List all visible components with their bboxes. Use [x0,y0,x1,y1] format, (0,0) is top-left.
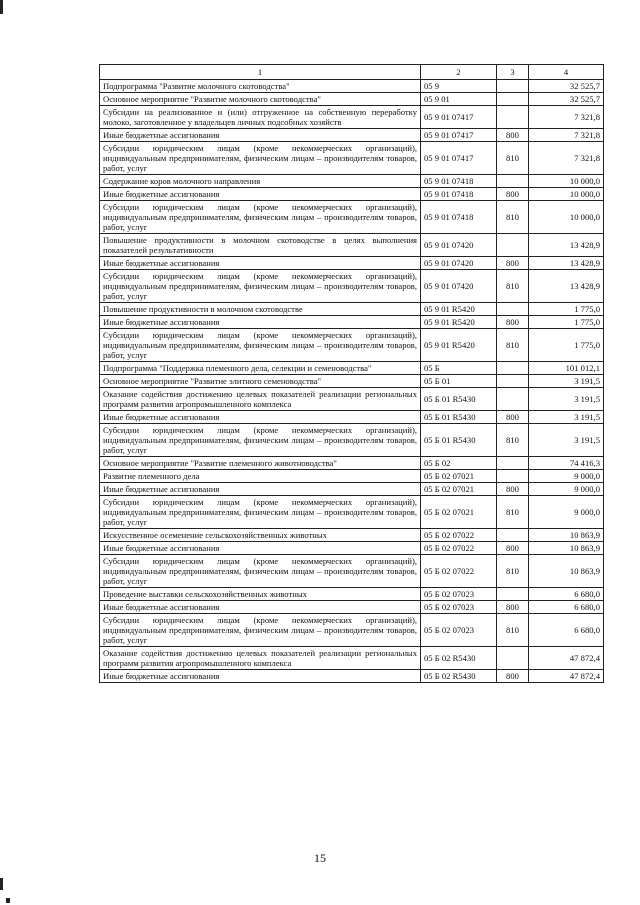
expense-type-cell: 810 [497,496,529,529]
amount-cell: 13 428,9 [529,234,604,257]
item-name-cell: Иные бюджетные ассигнования [100,316,421,329]
page-number: 15 [314,851,326,865]
item-name-cell: Подпрограмма "Развитие молочного скотоводства" [100,80,421,93]
target-code-cell: 05 Б 02 07021 [421,496,497,529]
expense-type-cell: 800 [497,316,529,329]
amount-cell: 3 191,5 [529,411,604,424]
expense-type-cell: 800 [497,257,529,270]
target-code-cell: 05 Б 02 07022 [421,542,497,555]
table-row [100,188,604,201]
amount-cell: 47 872,4 [529,647,604,670]
item-name-cell: Субсидии юридическим лицам (кроме некоммерческих организаций), индивидуальным предпринимателям, физическим лицам – производителям товаров, работ, услуг [100,329,421,362]
item-name-cell: Основное мероприятие "Развитие молочного скотоводства" [100,93,421,106]
target-code-cell: 05 Б 01 [421,375,497,388]
amount-cell: 32 525,7 [529,93,604,106]
table-row [100,80,604,93]
table-row [100,388,604,411]
item-name-cell: Иные бюджетные ассигнования [100,257,421,270]
amount-cell: 1 775,0 [529,329,604,362]
target-code-cell: 05 Б 02 07023 [421,588,497,601]
table-row [100,142,604,175]
amount-cell: 13 428,9 [529,257,604,270]
amount-cell: 7 321,8 [529,106,604,129]
table-row [100,424,604,457]
item-name-cell: Иные бюджетные ассигнования [100,542,421,555]
target-code-cell: 05 9 01 07417 [421,142,497,175]
table-row [100,270,604,303]
item-name-cell: Субсидии юридическим лицам (кроме некоммерческих организаций), индивидуальным предпринимателям, физическим лицам – производителям товаров, работ, услуг [100,614,421,647]
item-name-cell: Субсидии на реализованное и (или) отгруженное на собственную переработку молоко, заготовленное у владельцев личных подсобных хозяйств [100,106,421,129]
item-name-cell: Оказание содействия достижению целевых показателей реализации региональных программ развития агропромышленного комплекса [100,647,421,670]
item-name-cell: Оказание содействия достижению целевых показателей реализации региональных программ развития агропромышленного комплекса [100,388,421,411]
amount-cell: 6 680,0 [529,601,604,614]
table-row [100,670,604,683]
table-row [100,316,604,329]
table-row [100,601,604,614]
expense-type-cell [497,234,529,257]
expense-type-cell: 810 [497,270,529,303]
target-code-cell: 05 Б 02 07022 [421,529,497,542]
table-row [100,106,604,129]
amount-cell: 9 000,0 [529,470,604,483]
table-row [100,175,604,188]
item-name-cell: Повышение продуктивности в молочном скотоводстве [100,303,421,316]
expense-type-cell: 800 [497,411,529,424]
item-name-cell: Иные бюджетные ассигнования [100,129,421,142]
table-row [100,614,604,647]
expense-type-cell [497,93,529,106]
amount-cell: 32 525,7 [529,80,604,93]
target-code-cell: 05 9 01 07418 [421,201,497,234]
target-code-cell: 05 Б 02 R5430 [421,670,497,683]
item-name-cell: Подпрограмма "Поддержка племенного дела, селекции и семеноводства" [100,362,421,375]
amount-cell: 47 872,4 [529,670,604,683]
item-name-cell: Основное мероприятие "Развитие племенного животноводства" [100,457,421,470]
amount-cell: 74 416,3 [529,457,604,470]
target-code-cell: 05 Б [421,362,497,375]
target-code-cell: 05 9 01 [421,93,497,106]
expense-type-cell: 810 [497,201,529,234]
table-row [100,257,604,270]
expense-type-cell [497,647,529,670]
table-header-row [100,65,604,80]
table-row [100,201,604,234]
table-row [100,303,604,316]
expense-type-cell [497,388,529,411]
item-name-cell: Содержание коров молочного направления [100,175,421,188]
table-row [100,496,604,529]
target-code-cell: 05 Б 01 R5430 [421,424,497,457]
amount-cell: 9 000,0 [529,483,604,496]
table-row [100,483,604,496]
item-name-cell: Иные бюджетные ассигнования [100,483,421,496]
target-code-cell: 05 Б 02 07023 [421,601,497,614]
table-row [100,329,604,362]
amount-cell: 10 000,0 [529,188,604,201]
target-code-cell: 05 Б 02 [421,457,497,470]
amount-cell: 3 191,5 [529,388,604,411]
target-code-cell: 05 9 01 07417 [421,106,497,129]
target-code-cell: 05 9 01 07420 [421,270,497,303]
expense-type-cell: 800 [497,188,529,201]
target-code-cell: 05 Б 02 07021 [421,470,497,483]
amount-cell: 1 775,0 [529,303,604,316]
table-row [100,529,604,542]
item-name-cell: Субсидии юридическим лицам (кроме некоммерческих организаций), индивидуальным предпринимателям, физическим лицам – производителям товаров, работ, услуг [100,555,421,588]
amount-cell: 3 191,5 [529,424,604,457]
amount-cell: 10 863,9 [529,542,604,555]
table-row [100,93,604,106]
expense-type-cell: 800 [497,542,529,555]
header-cell: 3 [497,65,529,80]
item-name-cell: Иные бюджетные ассигнования [100,601,421,614]
expense-type-cell [497,470,529,483]
target-code-cell: 05 Б 02 07021 [421,483,497,496]
amount-cell: 7 321,8 [529,142,604,175]
target-code-cell: 05 Б 02 07022 [421,555,497,588]
amount-cell: 1 775,0 [529,316,604,329]
scan-edge-mark [0,878,3,890]
target-code-cell: 05 Б 02 07023 [421,614,497,647]
item-name-cell: Проведение выставки сельскохозяйственных животных [100,588,421,601]
expense-type-cell [497,375,529,388]
table-row [100,470,604,483]
table-row [100,411,604,424]
expense-type-cell [497,588,529,601]
amount-cell: 3 191,5 [529,375,604,388]
item-name-cell: Субсидии юридическим лицам (кроме некоммерческих организаций), индивидуальным предпринимателям, физическим лицам – производителям товаров, работ, услуг [100,496,421,529]
amount-cell: 10 863,9 [529,555,604,588]
item-name-cell: Повышение продуктивности в молочном скотоводстве в целях выполнения показателей результативности [100,234,421,257]
target-code-cell: 05 9 01 R5420 [421,316,497,329]
item-name-cell: Развитие племенного дела [100,470,421,483]
item-name-cell: Искусственное осеменение сельскохозяйственных животных [100,529,421,542]
scan-edge-mark [0,0,3,14]
target-code-cell: 05 9 [421,80,497,93]
amount-cell: 10 000,0 [529,201,604,234]
header-cell: 4 [529,65,604,80]
header-cell: 2 [421,65,497,80]
item-name-cell: Основное мероприятие "Развитие элитного семеноводства" [100,375,421,388]
expense-type-cell: 810 [497,424,529,457]
expense-type-cell [497,362,529,375]
target-code-cell: 05 Б 01 R5430 [421,388,497,411]
item-name-cell: Субсидии юридическим лицам (кроме некоммерческих организаций), индивидуальным предпринимателям, физическим лицам – производителям товаров, работ, услуг [100,270,421,303]
table-row [100,129,604,142]
table-row [100,588,604,601]
table-row [100,542,604,555]
target-code-cell: 05 9 01 07417 [421,129,497,142]
amount-cell: 7 321,8 [529,129,604,142]
target-code-cell: 05 9 01 07420 [421,257,497,270]
expense-type-cell [497,106,529,129]
item-name-cell: Субсидии юридическим лицам (кроме некоммерческих организаций), индивидуальным предпринимателям, физическим лицам – производителям товаров, работ, услуг [100,201,421,234]
target-code-cell: 05 9 01 07418 [421,188,497,201]
target-code-cell: 05 Б 01 R5430 [421,411,497,424]
expense-type-cell: 810 [497,142,529,175]
target-code-cell: 05 9 01 07418 [421,175,497,188]
expense-type-cell [497,303,529,316]
target-code-cell: 05 9 01 07420 [421,234,497,257]
item-name-cell: Иные бюджетные ассигнования [100,670,421,683]
table-row [100,234,604,257]
item-name-cell: Субсидии юридическим лицам (кроме некоммерческих организаций), индивидуальным предпринимателям, физическим лицам – производителям товаров, работ, услуг [100,424,421,457]
table-row [100,375,604,388]
expense-type-cell: 800 [497,670,529,683]
amount-cell: 101 012,1 [529,362,604,375]
table-row [100,362,604,375]
table-row [100,647,604,670]
target-code-cell: 05 Б 02 R5430 [421,647,497,670]
scan-edge-mark [6,898,10,903]
item-name-cell: Иные бюджетные ассигнования [100,411,421,424]
expense-type-cell [497,529,529,542]
target-code-cell: 05 9 01 R5420 [421,329,497,362]
table-row [100,555,604,588]
item-name-cell: Иные бюджетные ассигнования [100,188,421,201]
expense-type-cell: 810 [497,614,529,647]
amount-cell: 13 428,9 [529,270,604,303]
table-row [100,457,604,470]
expense-type-cell: 800 [497,483,529,496]
header-cell: 1 [100,65,421,80]
expense-type-cell [497,457,529,470]
expense-type-cell: 810 [497,329,529,362]
expense-type-cell: 800 [497,601,529,614]
target-code-cell: 05 9 01 R5420 [421,303,497,316]
expense-type-cell: 800 [497,129,529,142]
expense-type-cell [497,175,529,188]
budget-table [99,64,604,683]
amount-cell: 6 680,0 [529,588,604,601]
expense-type-cell: 810 [497,555,529,588]
table-body [100,65,604,683]
amount-cell: 10 000,0 [529,175,604,188]
item-name-cell: Субсидии юридическим лицам (кроме некоммерческих организаций), индивидуальным предпринимателям, физическим лицам – производителям товаров, работ, услуг [100,142,421,175]
amount-cell: 9 000,0 [529,496,604,529]
amount-cell: 6 680,0 [529,614,604,647]
expense-type-cell [497,80,529,93]
amount-cell: 10 863,9 [529,529,604,542]
